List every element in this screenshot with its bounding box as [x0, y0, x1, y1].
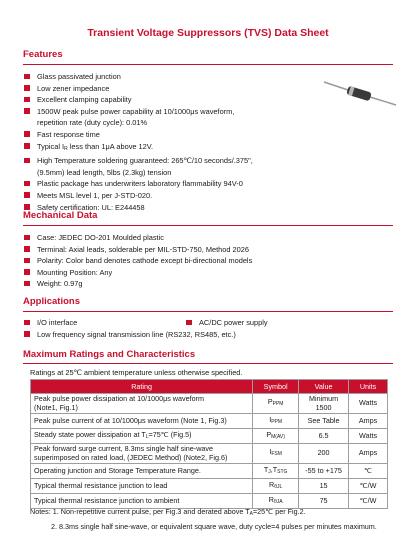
table-row — [31, 444, 388, 464]
applications-heading: Applications — [23, 296, 81, 307]
bullet-icon — [186, 320, 192, 326]
application-item: AC/DC power supply — [185, 317, 268, 329]
mechanical-item: Polarity: Color band denotes cathode except bi-directional models — [23, 255, 323, 267]
column-header: Value — [299, 380, 349, 394]
feature-item: Typical $I_R$ less than 1μA above 12V. — [23, 141, 323, 156]
units-cell: ℃/W — [349, 479, 388, 494]
column-header: Rating — [31, 380, 253, 394]
symbol-cell: $R_{\theta JL}$ — [253, 479, 299, 494]
note-2: 2. 8.3ms single half sine-wave, or equivalent square wave, duty cycle=4 pulses per minutes maximum. — [51, 521, 377, 531]
ratings-intro: Ratings at 25℃ ambient temperature unless otherwise specified. — [30, 368, 243, 377]
ratings-heading: Maximum Ratings and Characteristics — [23, 349, 196, 360]
symbol-cell: $P_{PPM}$ — [253, 394, 299, 414]
rating-cell: Peak pulse current of at 10/1000μs waveform (Note 1, Fig.3) — [31, 414, 253, 429]
application-item: Low frequency signal transmission line (RS232, RS485, etc.) — [23, 329, 236, 341]
table-row — [31, 429, 388, 444]
bullet-icon — [24, 235, 30, 241]
features-list — [23, 71, 323, 213]
rating-cell: Peak forward surge current, 8.3ms single half sine-wave superimposed on rated load, (JEDEC Method) (Note2, Fig.6) — [31, 444, 253, 464]
value-cell: 75 — [299, 494, 349, 509]
mechanical-divider — [23, 225, 393, 226]
symbol-cell: $I_{PPM}$ — [253, 414, 299, 429]
mechanical-list — [23, 232, 323, 290]
diode-component-icon — [322, 78, 398, 108]
units-cell: Amps — [349, 444, 388, 464]
units-cell: Watts — [349, 429, 388, 444]
application-item: I/O interface — [23, 317, 77, 329]
table-row — [31, 414, 388, 429]
bullet-icon — [24, 204, 30, 210]
bullet-icon — [24, 108, 30, 114]
rating-cell: Steady state power dissipation at $T_L=75℃$ (Fig.5) — [31, 429, 253, 444]
table-row — [31, 479, 388, 494]
rating-cell: Operating junction and Storage Temperature Range. — [31, 464, 253, 479]
mechanical-heading: Mechanical Data — [23, 210, 98, 221]
column-header: Symbol — [253, 380, 299, 394]
column-header: Units — [349, 380, 388, 394]
value-cell: 15 — [299, 479, 349, 494]
table-row — [31, 394, 388, 414]
table-header-row — [31, 380, 388, 394]
bullet-icon — [24, 131, 30, 137]
note-1: Notes: 1. Non-repetitive current pulse, per Fig.3 and derated above $T_A=25℃$ per Fig.2. — [30, 507, 306, 517]
bullet-icon — [24, 143, 30, 149]
rating-cell: Peak pulse power dissipation at 10/1000μs waveform (Note1, Fig.1) — [31, 394, 253, 414]
value-cell: 200 — [299, 444, 349, 464]
bullet-icon — [24, 97, 30, 103]
units-cell: Amps — [349, 414, 388, 429]
footnotes — [30, 506, 377, 532]
units-cell: ℃ — [349, 464, 388, 479]
feature-item: 1500W peak pulse power capability at 10/1000μs waveform, repetition rate (duty cycle): 0.01% — [23, 106, 323, 129]
bullet-icon — [24, 158, 30, 164]
mechanical-item: Mounting Position: Any — [23, 267, 323, 279]
feature-item: Excellent clamping capability — [23, 94, 323, 106]
value-cell: 6.5 — [299, 429, 349, 444]
feature-item: Safety certification: UL: E244458 — [23, 202, 323, 214]
value-cell: Minimum 1500 — [299, 394, 349, 414]
bullet-icon — [24, 331, 30, 337]
units-cell: Watts — [349, 394, 388, 414]
bullet-icon — [24, 269, 30, 275]
feature-item: Fast response time — [23, 129, 323, 141]
bullet-icon — [24, 320, 30, 326]
bullet-icon — [24, 246, 30, 252]
document-title: Transient Voltage Suppressors (TVS) Data Sheet — [87, 27, 329, 39]
ratings-divider — [23, 363, 393, 364]
feature-item: Low zener impedance — [23, 83, 323, 95]
rating-cell: Typical thermal resistance junction to lead — [31, 479, 253, 494]
applications-divider — [23, 311, 393, 312]
bullet-icon — [24, 85, 30, 91]
value-cell: See Table — [299, 414, 349, 429]
rating-cell: Typical thermal resistance junction to ambient — [31, 494, 253, 509]
bullet-icon — [24, 192, 30, 198]
mechanical-item: Case: JEDEC DO-201 Moulded plastic — [23, 232, 323, 244]
bullet-icon — [24, 258, 30, 264]
symbol-cell: $T_J,T_{STG}$ — [253, 464, 299, 479]
table-row — [31, 464, 388, 479]
feature-item: High Temperature soldering guaranteed: 265℃/10 seconds/.375", (9.5mm) lead length, 5lbs (2.3kg) tension — [23, 155, 323, 178]
symbol-cell: $P_{M(AV)}$ — [253, 429, 299, 444]
mechanical-item: Weight: 0.97g — [23, 278, 323, 290]
ratings-table — [30, 379, 388, 509]
units-cell: ℃/W — [349, 494, 388, 509]
mechanical-item: Terminal: Axial leads, solderable per MIL-STD-750, Method 2026 — [23, 244, 323, 256]
symbol-cell: $R_{\theta JA}$ — [253, 494, 299, 509]
value-cell: -55 to +175 — [299, 464, 349, 479]
bullet-icon — [24, 74, 30, 80]
bullet-icon — [24, 281, 30, 287]
feature-item: Glass passivated junction — [23, 71, 323, 83]
symbol-cell: $I_{FSM}$ — [253, 444, 299, 464]
feature-item: Plastic package has underwriters laboratory flammability 94V-0 — [23, 178, 323, 190]
features-divider — [23, 64, 393, 65]
feature-item: Meets MSL level 1, per J-STD-020. — [23, 190, 323, 202]
bullet-icon — [24, 181, 30, 187]
features-heading: Features — [23, 49, 63, 60]
